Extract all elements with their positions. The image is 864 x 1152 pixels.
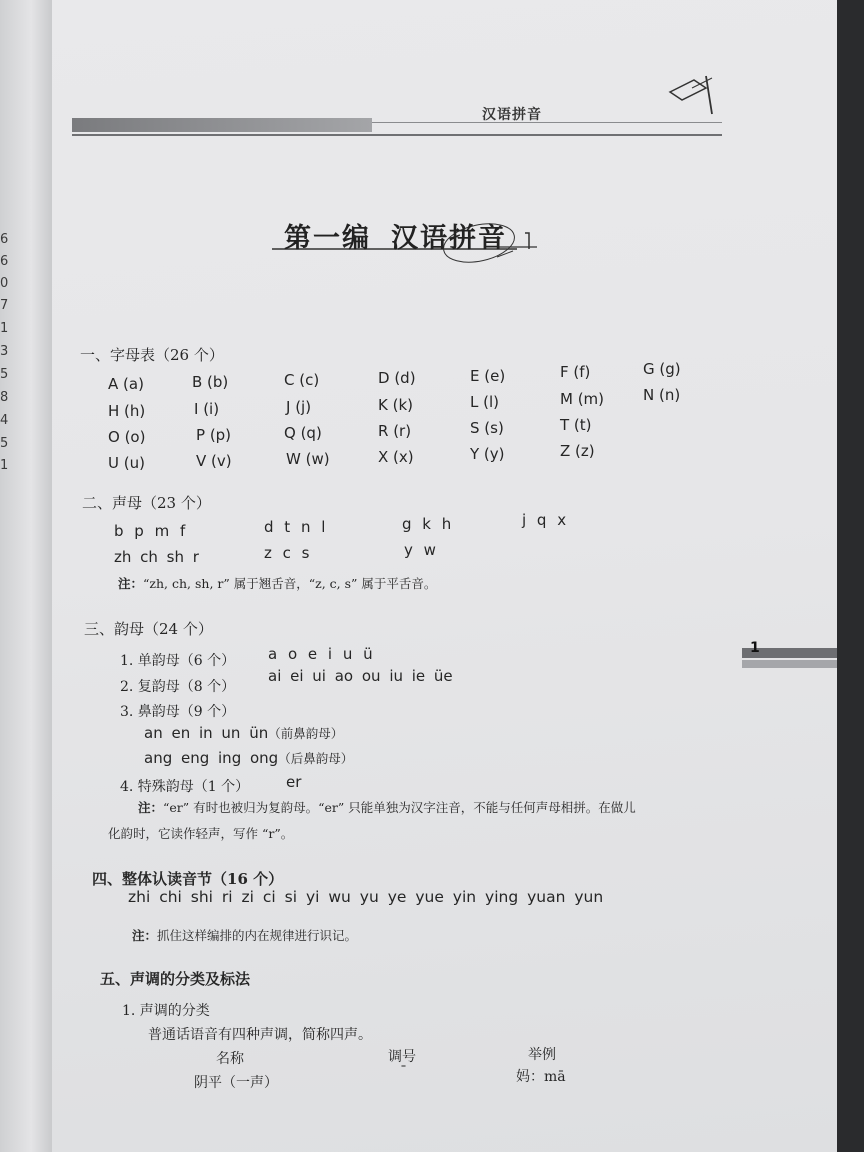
letter-cell: N (n)	[643, 386, 681, 404]
note	[132, 926, 357, 944]
chapter-title-part1: 第一编	[284, 223, 371, 254]
initials-group: b p m f	[114, 522, 186, 540]
note-label: 注：	[138, 800, 164, 815]
note	[118, 574, 436, 592]
finals-label: 3. 鼻韵母（9 个）	[120, 704, 236, 720]
finals-value: ai ei ui ao ou iu ie üe	[268, 667, 453, 685]
letter-cell: H (h)	[108, 402, 146, 420]
prev-page-digit: 1	[0, 321, 9, 336]
section-heading: 四、整体认读音节（16 个）	[92, 870, 284, 888]
prev-page-digit: 8	[0, 390, 9, 405]
letter-cell: S (s)	[470, 419, 504, 437]
letter-cell: A (a)	[108, 375, 144, 393]
tone-mark: ˉ	[400, 1064, 407, 1080]
letter-cell: T (t)	[560, 416, 592, 434]
letter-cell: M (m)	[560, 390, 605, 408]
letter-cell: G (g)	[643, 360, 681, 378]
nasal-back-finals: ang eng ing ong	[144, 749, 279, 767]
nasal-front	[144, 724, 343, 742]
note-label: 注：	[118, 576, 144, 591]
note-text: 抓住这样编排的内在规律进行识记。	[157, 928, 358, 943]
tone-name: 阴平（一声）	[194, 1075, 278, 1091]
column-header-example: 举例	[528, 1047, 556, 1063]
finals-value: er	[286, 773, 302, 791]
letter-cell: Z (z)	[560, 442, 595, 460]
letter-cell: K (k)	[378, 396, 413, 414]
paragraph: 普通话语音有四种声调，简称四声。	[148, 1027, 372, 1043]
section-heading: 五、声调的分类及标法	[100, 970, 251, 988]
initials-group: z c s	[264, 544, 310, 562]
section-heading: 一、字母表（26 个）	[80, 346, 224, 364]
prev-page-digit: 6	[0, 232, 9, 247]
letter-cell: B (b)	[192, 373, 229, 391]
letter-cell: E (e)	[470, 367, 506, 385]
tone-example: 妈：mā	[516, 1069, 566, 1085]
prev-page-digit: 3	[0, 344, 9, 359]
finals-value: a o e i u ü	[268, 645, 373, 663]
letter-cell: F (f)	[560, 363, 591, 381]
note-label: 注：	[132, 928, 158, 943]
prev-page-digit: 5	[0, 436, 9, 451]
header-underline	[72, 134, 722, 136]
finals-label: 2. 复韵母（8 个）	[120, 679, 236, 695]
page-number: 1	[750, 640, 760, 656]
letter-cell: V (v)	[196, 452, 232, 470]
initials-group: d t n l	[264, 518, 326, 536]
nasal-front-finals: an en in un ün	[144, 724, 269, 742]
letter-cell: W (w)	[286, 450, 330, 468]
note	[138, 798, 636, 816]
column-header-mark: 调号	[388, 1049, 416, 1065]
section-heading: 三、韵母（24 个）	[84, 620, 213, 638]
initials-group: j q x	[522, 511, 567, 529]
letter-cell: Q (q)	[284, 424, 322, 442]
prev-page-digit: 1	[0, 458, 9, 473]
note-continuation: 化韵时，它读作轻声，写作 “r”。	[108, 826, 294, 841]
initials-group: zh ch sh r	[114, 548, 199, 566]
letter-cell: I (i)	[194, 400, 220, 418]
prev-page-digit: 6	[0, 254, 9, 269]
initials-group: y w	[404, 541, 436, 559]
letter-cell: X (x)	[378, 448, 414, 466]
whole-syllables: zhi chi shi ri zi ci si yi wu yu ye yue yin ying yuan yun	[128, 888, 604, 906]
page-tab-lower	[742, 660, 837, 668]
chapter-title-part2: 汉语拼音	[391, 223, 507, 254]
letter-cell: J (j)	[286, 398, 312, 416]
note-text: “zh, ch, sh, r” 属于翘舌音，“z, c, s” 属于平舌音。	[143, 576, 437, 591]
letter-cell: O (o)	[108, 428, 146, 446]
header-rule	[372, 122, 722, 123]
letter-cell: D (d)	[378, 369, 416, 387]
letter-cell: C (c)	[284, 371, 320, 389]
prev-page-digit: 7	[0, 298, 9, 313]
prev-page-digit: 0	[0, 276, 9, 291]
nasal-front-note: （前鼻韵母）	[268, 726, 344, 741]
nasal-back	[144, 749, 353, 767]
flag-icon	[662, 70, 722, 120]
book-page	[52, 0, 837, 1152]
column-header-name: 名称	[216, 1051, 244, 1067]
subsection-heading: 1. 声调的分类	[122, 1003, 210, 1019]
letter-cell: Y (y)	[470, 445, 505, 463]
letter-cell: P (p)	[196, 426, 232, 444]
letter-cell: U (u)	[108, 454, 145, 472]
note-text: “er” 有时也被归为复韵母。“er” 只能单独为汉字注音，不能与任何声母相拼。在做儿	[163, 800, 636, 815]
running-header-title: 汉语拼音	[482, 107, 542, 123]
chapter-title	[284, 216, 507, 255]
initials-group: g k h	[402, 515, 452, 533]
prev-page-digit: 4	[0, 413, 9, 428]
previous-page-edge	[0, 0, 52, 1152]
prev-page-digit: 5	[0, 367, 9, 382]
letter-cell: L (l)	[470, 393, 499, 411]
finals-label: 1. 单韵母（6 个）	[120, 653, 236, 669]
letter-cell: R (r)	[378, 422, 412, 440]
section-heading: 二、声母（23 个）	[82, 494, 211, 512]
nasal-back-note: （后鼻韵母）	[278, 751, 354, 766]
finals-label: 4. 特殊韵母（1 个）	[120, 779, 250, 795]
header-bar	[72, 118, 372, 132]
